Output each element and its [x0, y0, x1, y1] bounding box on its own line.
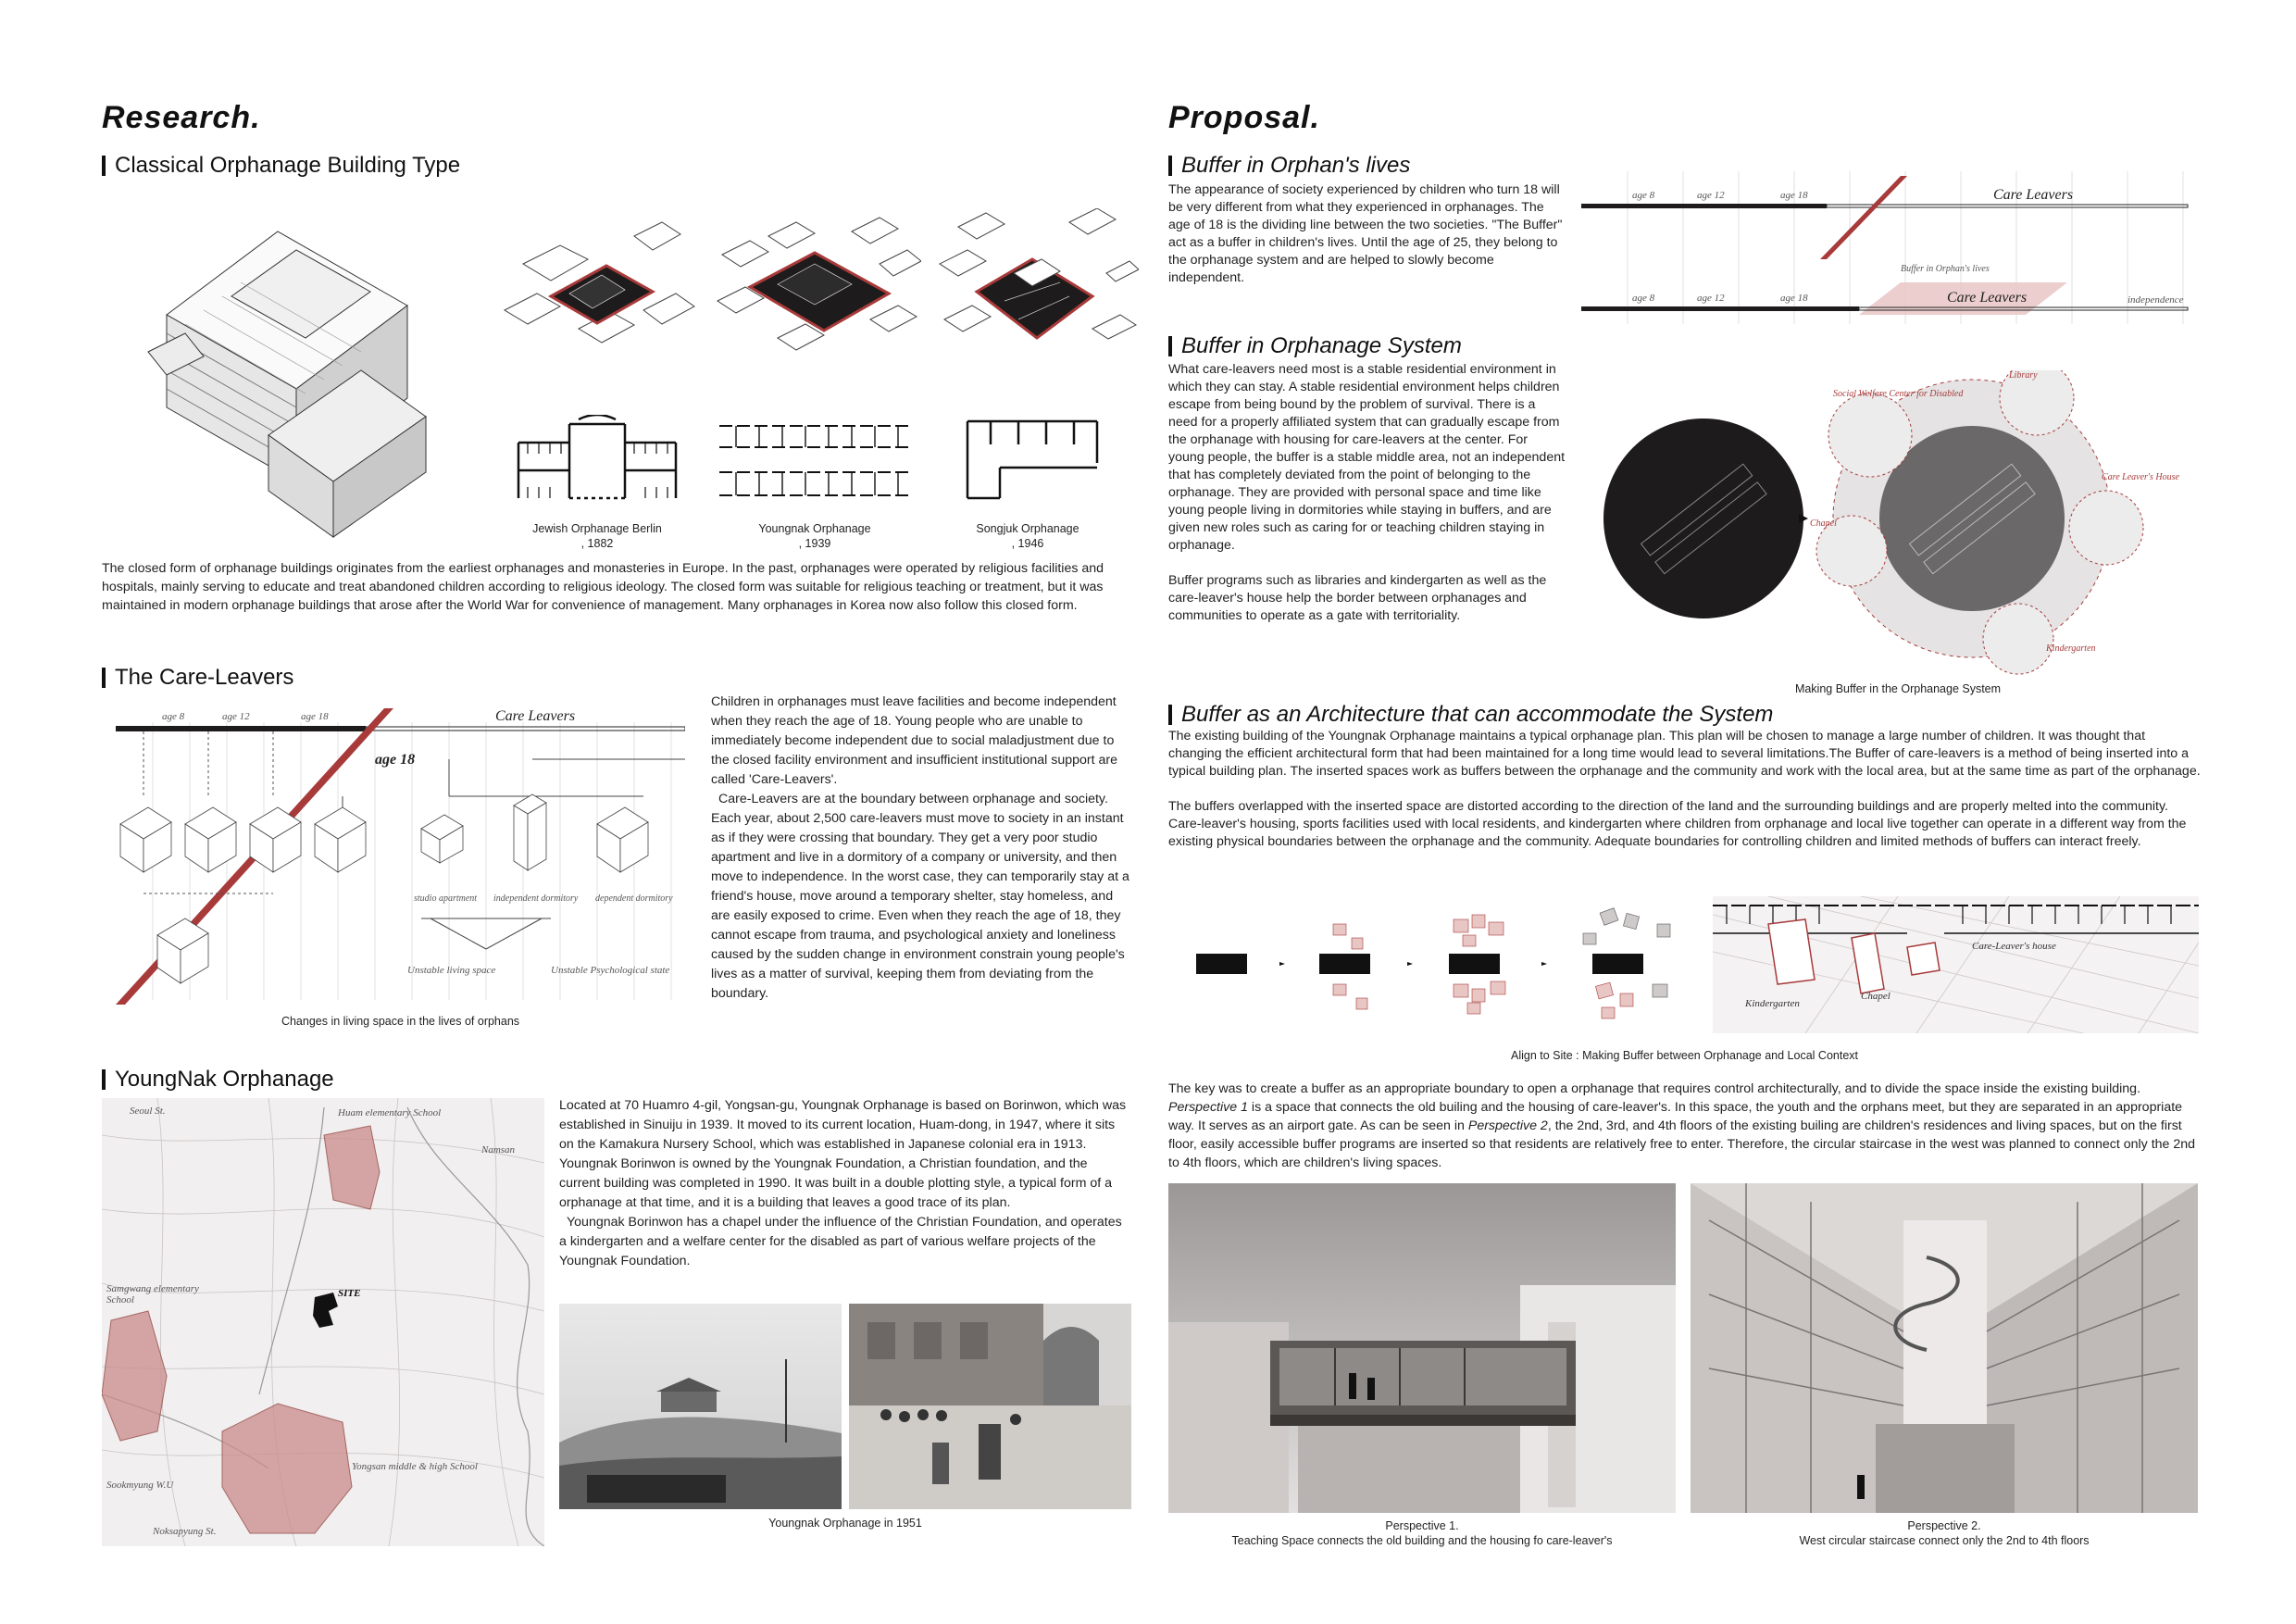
care-leavers-band-label: Care Leavers: [495, 708, 576, 724]
lives-age-8-label: age 8: [1632, 190, 1655, 201]
system-label-library: Library: [2009, 370, 2038, 381]
case-berlin-caption: [505, 521, 690, 551]
lives-age-18-label-2: age 18: [1780, 293, 1808, 304]
buffer-arch-text: [1168, 728, 2201, 851]
historical-photo-caption: Youngnak Orphanage in 1951: [768, 1517, 922, 1530]
buffer-lives-diagram-graphic: [1581, 167, 2192, 324]
perspective-2-desc: West circular staircase connect only the 2nd to 4th floors: [1799, 1534, 2090, 1547]
buffer-system-text-1: What care-leavers need most is a stable residential environment in which they can stay. A stable residential environment helps children escape from being bound by the problem of survival. There is a need for a properly affiliated system that can gradually escape from the orphanage with housing for care-leavers at the center. For young people, the buffer is a stable middle area, not an independent that has completely deviated from the point of belonging to the orphanage. They are provided with personal space and time like young people living in dormitories while staying in buffers, and are given new roles such as caring for or teaching children staying in orphanage.: [1168, 362, 1566, 553]
system-label-welfare: Social Welfare Center for Disabled: [1833, 389, 1964, 399]
lives-band-label-2: Care Leavers: [1947, 290, 2028, 306]
care-leavers-diagram-graphic: [116, 704, 685, 1009]
plan-berlin: [514, 415, 680, 503]
age-12-label: age 12: [222, 711, 250, 722]
historical-photo-1: [559, 1304, 842, 1509]
buffer-system-heading-text: Buffer in Orphanage System: [1181, 333, 1462, 358]
buffer-system-diagram: [1602, 370, 2194, 676]
youngnak-text-2: Youngnak Borinwon has a chapel under the influence of the Christian Foundation, and operates a kindergarten and a welfare center for the disabled as part of various welfare projects of the Youngnak Foundation.: [559, 1215, 1122, 1268]
case-axon-youngnak: [713, 208, 921, 366]
buffer-lives-text: The appearance of society experienced by children who turn 18 will be very different from what they experienced in orphanages. The age of 18 is the dividing line between the two societies. "The Buffer" act as a buffer in children's lives. Until the age of 25, they belong to the orphanage system and are helped to slowly become independent.: [1168, 182, 1563, 285]
case-year: , 1946: [1011, 537, 1044, 550]
historical-photo-2: [849, 1304, 1131, 1509]
housing-studio-label: studio apartment: [414, 893, 478, 904]
site-alignment-steps: [1194, 896, 1694, 1026]
care-leavers-diagram: [116, 704, 685, 1009]
map-label-seoul-st: Seoul St.: [130, 1106, 166, 1117]
map-label-huam-school: Huam elementary School: [338, 1107, 442, 1118]
perspective-1-graphic: [1168, 1183, 1676, 1513]
lives-buffer-label: Buffer in Orphan's lives: [1901, 264, 1990, 274]
case-songjuk-caption: [935, 521, 1120, 551]
youngnak-heading: [102, 1067, 334, 1093]
state-psych-label: Unstable Psychological state: [551, 965, 670, 976]
classical-heading: [102, 153, 460, 179]
case-name: Youngnak Orphanage: [758, 522, 871, 535]
site-label-chapel: Chapel: [1861, 991, 1890, 1002]
age-18-label: age 18: [301, 711, 329, 722]
map-label-yongsan-school: Yongsan middle & high School: [352, 1461, 478, 1472]
age-8-label: age 8: [162, 711, 185, 722]
lives-age-8-label-2: age 8: [1632, 293, 1655, 304]
plan-youngnak: [718, 421, 912, 500]
perspective-2-caption: [1691, 1518, 2198, 1548]
plan-songjuk: [963, 417, 1102, 502]
system-label-care-house: Care Leaver's House: [2102, 472, 2179, 482]
housing-independent-label: independent dormitory: [493, 893, 579, 904]
case-axon-songjuk: [930, 208, 1139, 366]
buffer-lives-heading: [1168, 153, 1410, 179]
buffer-system-text: [1168, 361, 1566, 625]
state-living-label: Unstable living space: [407, 965, 496, 976]
buffer-system-diagram-graphic: [1602, 370, 2194, 676]
youngnak-text: [559, 1096, 1131, 1271]
lives-age-18-label: age 18: [1780, 190, 1808, 201]
heading-bar: [102, 668, 106, 688]
case-name: Jewish Orphanage Berlin: [532, 522, 662, 535]
text3-perspective-2: Perspective 2: [1467, 1118, 1548, 1133]
map-label-samgwang-school: Samgwang elementary School: [106, 1283, 199, 1305]
classical-heading-text: Classical Orphanage Building Type: [115, 153, 461, 178]
text3-part-c: is a space that connects the old builing and the housing of care-leaver's. In this space, the youth and the orphans meet, but they are separated in an appropriate way. It serves as an airport gate. As can be seen in: [1168, 1100, 2183, 1133]
age-18-marker: age 18: [375, 752, 416, 768]
lives-end-label: independence: [2128, 294, 2184, 306]
buffer-system-text-2: Buffer programs such as libraries and kindergarten as well as the care-leaver's house help the border between orphanages and communities to operate as a gate with territoriality.: [1168, 573, 1547, 623]
case-axon-berlin: [495, 208, 704, 366]
site-plan-graphic: [1713, 896, 2199, 1033]
perspective-1-title: Perspective 1.: [1385, 1519, 1459, 1532]
lives-age-12-label: age 12: [1697, 190, 1725, 201]
classical-text: The closed form of orphanage buildings originates from the earliest orphanages and monasteries in Europe. In the past, orphanages were operated by religious facilities and hospitals, mainly serving to educate and treat abandoned children according to religious ideology. The closed form was suitable for religious teaching or treatment, but it was maintained in modern orphanage buildings that arose after the World War for convenience of management. Many orphanages in Korea now also follow this closed form.: [102, 561, 1104, 613]
buffer-arch-text-2: The buffers overlapped with the inserted space are distorted according to the direction of the land and the surrounding buildings and are properly melted into the community. Care-leaver's housing, sports facilities used with local residents, and kindergarten where children from orphanage and local live together can operate in a different way from the existing physical boundaries between the orphanage and the community. Adequate boundaries for controlling children and limited methods of buffers can interact freely.: [1168, 799, 2187, 849]
historical-photo-2-graphic: [849, 1304, 1131, 1509]
text3-part-a: The key was to create a buffer as an appropriate boundary to open a orphanage that requires control architecturally, and to divide the space inside the existing building.: [1168, 1081, 2141, 1096]
heading-bar: [1168, 336, 1172, 356]
buffer-system-heading: [1168, 333, 1462, 359]
buffer-arch-heading: [1168, 702, 1773, 728]
care-leavers-heading: [102, 665, 293, 691]
buffer-arch-text-1: The existing building of the Youngnak Orphanage maintains a typical orphanage plan. This plan will be chosen to manage a large number of children. It was thought that changing the efficient architectural form that had been maintained for a long time would lead to several limitations.The Buffer of care-leavers is a method of being inserted into a typical building plan. The inserted spaces work as buffers between the orphanage and the community and work with the local area, but at the same time as part of the orphanage.: [1168, 729, 2201, 779]
map-label-noksapyung: Noksapyung St.: [153, 1526, 217, 1537]
case-youngnak-caption: [722, 521, 907, 551]
text3-perspective-1: Perspective 1: [1168, 1100, 1248, 1115]
heading-bar: [102, 156, 106, 176]
perspective-1-caption: [1168, 1518, 1676, 1548]
perspective-2-graphic: [1691, 1183, 2198, 1513]
system-label-kindergarten: Kindergarten: [2046, 643, 2096, 654]
site-alignment-caption: Align to Site : Making Buffer between Orphanage and Local Context: [1510, 1049, 1858, 1062]
map-label-namsan: Namsan: [481, 1144, 516, 1156]
case-year: , 1939: [798, 537, 831, 550]
care-leavers-text-1: Children in orphanages must leave facilities and become independent when they reach the age of 18. Young people who are unable to immediately become independent due to social maladjustment due to the closed facility environment and insufficient institutional support are called 'Care-Leavers'.: [711, 694, 1118, 787]
care-leavers-heading-text: The Care-Leavers: [115, 665, 294, 690]
historical-photo-1-graphic: [559, 1304, 842, 1509]
site-label-care-house: Care-Leaver's house: [1972, 941, 2056, 952]
youngnak-heading-text: YoungNak Orphanage: [115, 1067, 334, 1092]
housing-dependent-label: dependent dormitory: [595, 893, 673, 904]
care-leavers-text-2: Care-Leavers are at the boundary between orphanage and society. Each year, about 2,500 care-leavers must move to society in an instant as if they were crossing that boundary. They get a very poor studio apartment and live in a dormitory of a company or university, and then move to independence. In the worst case, they can temporarily stay at a friend's house, move around a temporary shelter, stay homeless, and are easily exposed to crime. Even when they reach the age of 18, they cannot escape from trauma, and psychological anxiety and loneliness caused by the sudden change in environment constrain young people's lives as a matter of survival, keeping them from deviating from the boundary.: [711, 792, 1129, 1001]
text3-part-e: , the 2nd, 3rd, and 4th floors of the existing builing are children's residences and living spaces, but on the first floor, easily accessible buffer programs are inserted so that residents are relatively free to enter. Therefore, the circular staircase in the west was planned to connect only the 2nd to 4th floors, which are children's living spaces.: [1168, 1118, 2196, 1170]
perspective-1-desc: Teaching Space connects the old building and the housing fo care-leaver's: [1231, 1534, 1613, 1547]
research-title: Research.: [102, 100, 261, 135]
heading-bar: [102, 1069, 106, 1090]
perspective-2-title: Perspective 2.: [1907, 1519, 1981, 1532]
heading-bar: [1168, 705, 1172, 725]
buffer-lives-diagram: [1581, 167, 2192, 324]
system-label-chapel: Chapel: [1810, 518, 1837, 529]
care-leavers-text: [711, 693, 1132, 1004]
heading-bar: [1168, 156, 1172, 176]
perspective-2-render: [1691, 1183, 2198, 1513]
buffer-arch-heading-text: Buffer as an Architecture that can accommodate the System: [1181, 702, 1774, 727]
proposal-title: Proposal.: [1168, 100, 1320, 135]
buffer-system-caption: Making Buffer in the Orphanage System: [1794, 682, 2002, 695]
youngnak-text-1: Located at 70 Huamro 4-gil, Yongsan-gu, Youngnak Orphanage is based on Borinwon, which was established in Sinuiju in 1939. It moved to its current location, Huam-dong, in 1947, where it sits on the Kamakura Nursery School, which was established in Japanese colonial era in 1913. Youngnak Borinwon is owned by the Youngnak Foundation, a Christian foundation, and the current building was completed in 1990. It was built in a double plotting style, a typical form of a orphanage at that time, and it is a building that leaves a good trace of its plan.: [559, 1098, 1127, 1210]
case-name: Songjuk Orphanage: [976, 522, 1079, 535]
buffer-lives-heading-text: Buffer in Orphan's lives: [1181, 153, 1411, 178]
perspective-1-render: [1168, 1183, 1676, 1513]
map-label-sookmyung: Sookmyung W.U: [106, 1480, 174, 1491]
axonometric-building-drawing: [130, 194, 463, 556]
map-label-site: SITE: [338, 1288, 361, 1299]
buffer-arch-text-3: [1168, 1080, 2201, 1172]
lives-age-12-label-2: age 12: [1697, 293, 1725, 304]
care-leavers-caption: Changes in living space in the lives of orphans: [281, 1015, 520, 1028]
site-label-kindergarten: Kindergarten: [1745, 998, 1800, 1009]
case-year: , 1882: [580, 537, 614, 550]
lives-band-label: Care Leavers: [1993, 187, 2074, 203]
site-plan-panel: [1713, 896, 2199, 1033]
site-map: [102, 1098, 544, 1546]
